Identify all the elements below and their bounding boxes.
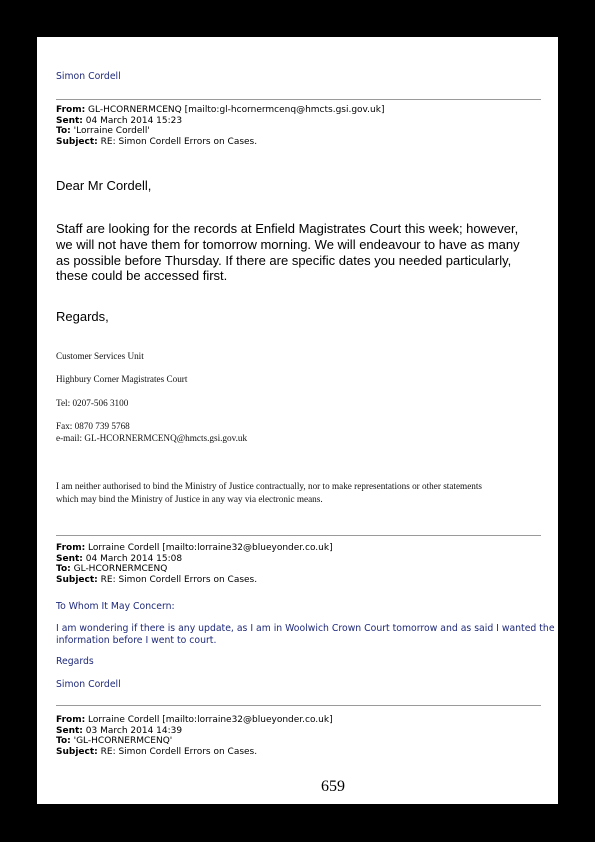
page-number: 659 <box>321 778 345 795</box>
email2-body <box>56 623 555 646</box>
email2-salutation: To Whom It May Concern: <box>56 601 175 612</box>
email1-sent: 04 March 2014 15:23 <box>85 115 183 126</box>
email3-from: Lorraine Cordell [mailto:lorraine32@blueyonder.co.uk] <box>88 715 333 725</box>
email2-subject: RE: Simon Cordell Errors on Cases. <box>100 574 258 585</box>
email1-from: GL-HCORNERMCENQ [mailto:gl-hcornermcenq@hmcts.gsi.gov.uk] <box>88 105 385 115</box>
sent-label: Sent: <box>56 553 83 564</box>
sent-label: Sent: <box>56 725 83 736</box>
document-page <box>37 37 558 804</box>
email3-subject-line <box>56 747 333 758</box>
email3-subject: RE: Simon Cordell Errors on Cases. <box>100 746 258 757</box>
to-label: To: <box>56 126 71 137</box>
email1-to-line <box>56 126 384 137</box>
top-signature: Simon Cordell <box>56 71 121 82</box>
disclaimer-line: I am neither authorised to bind the Ministry of Justice contractually, nor to make representations or other statements <box>56 481 482 491</box>
body-line: these could be accessed first. <box>56 268 228 284</box>
to-label: To: <box>56 736 71 747</box>
body-line: as possible before Thursday. If there are specific dates you needed particularly, <box>56 252 512 268</box>
subject-label: Subject: <box>56 574 98 585</box>
email2-signature: Simon Cordell <box>56 679 121 690</box>
subject-label: Subject: <box>56 746 98 757</box>
email2-header <box>56 543 333 585</box>
body-line: information before I went to court. <box>56 634 217 646</box>
from-label: From: <box>56 543 86 553</box>
divider-rule <box>56 705 541 706</box>
disclaimer <box>56 480 482 505</box>
email3-header <box>56 715 333 757</box>
divider-rule <box>56 99 541 100</box>
from-label: From: <box>56 715 86 725</box>
body-line: I am wondering if there is any update, as I am in Woolwich Crown Court tomorrow and as said I wanted the <box>56 623 555 634</box>
sig-unit: Customer Services Unit <box>56 351 144 361</box>
body-line: Staff are looking for the records at Enfield Magistrates Court this week; however, <box>56 221 519 236</box>
email1-from-line <box>56 105 384 116</box>
email3-to: 'GL-HCORNERMCENQ' <box>73 736 173 747</box>
email2-from-line <box>56 543 333 554</box>
email1-greeting: Dear Mr Cordell, <box>56 178 152 193</box>
email1-subject: RE: Simon Cordell Errors on Cases. <box>100 136 258 147</box>
email2-from: Lorraine Cordell [mailto:lorraine32@blueyonder.co.uk] <box>88 543 333 553</box>
sent-label: Sent: <box>56 115 83 126</box>
email1-sent-line <box>56 116 384 127</box>
email2-to-line <box>56 564 333 575</box>
email1-closing: Regards, <box>56 309 109 324</box>
sig-court: Highbury Corner Magistrates Court <box>56 374 188 384</box>
email2-sent-line <box>56 554 333 565</box>
sig-tel: Tel: 0207-506 3100 <box>56 398 129 408</box>
email1-to: 'Lorraine Cordell' <box>73 126 150 137</box>
email1-body <box>56 221 520 284</box>
email3-to-line <box>56 736 333 747</box>
email3-from-line <box>56 715 333 726</box>
email2-closing: Regards <box>56 656 94 667</box>
sig-email: e-mail: GL-HCORNERMCENQ@hmcts.gsi.gov.uk <box>56 433 248 443</box>
body-line: we will not have them for tomorrow morning. We will endeavour to have as many <box>56 236 520 252</box>
email2-sent: 04 March 2014 15:08 <box>85 553 183 564</box>
email2-to: GL-HCORNERMCENQ <box>73 564 168 575</box>
email1-subject-line <box>56 137 384 148</box>
from-label: From: <box>56 105 86 115</box>
subject-label: Subject: <box>56 136 98 147</box>
email3-sent: 03 March 2014 14:39 <box>85 725 183 736</box>
divider-rule <box>56 535 541 536</box>
disclaimer-line: which may bind the Ministry of Justice in any way via electronic means. <box>56 493 323 504</box>
email2-subject-line <box>56 575 333 586</box>
email1-header <box>56 105 384 147</box>
to-label: To: <box>56 564 71 575</box>
sig-fax: Fax: 0870 739 5768 <box>56 421 130 431</box>
email3-sent-line <box>56 726 333 737</box>
